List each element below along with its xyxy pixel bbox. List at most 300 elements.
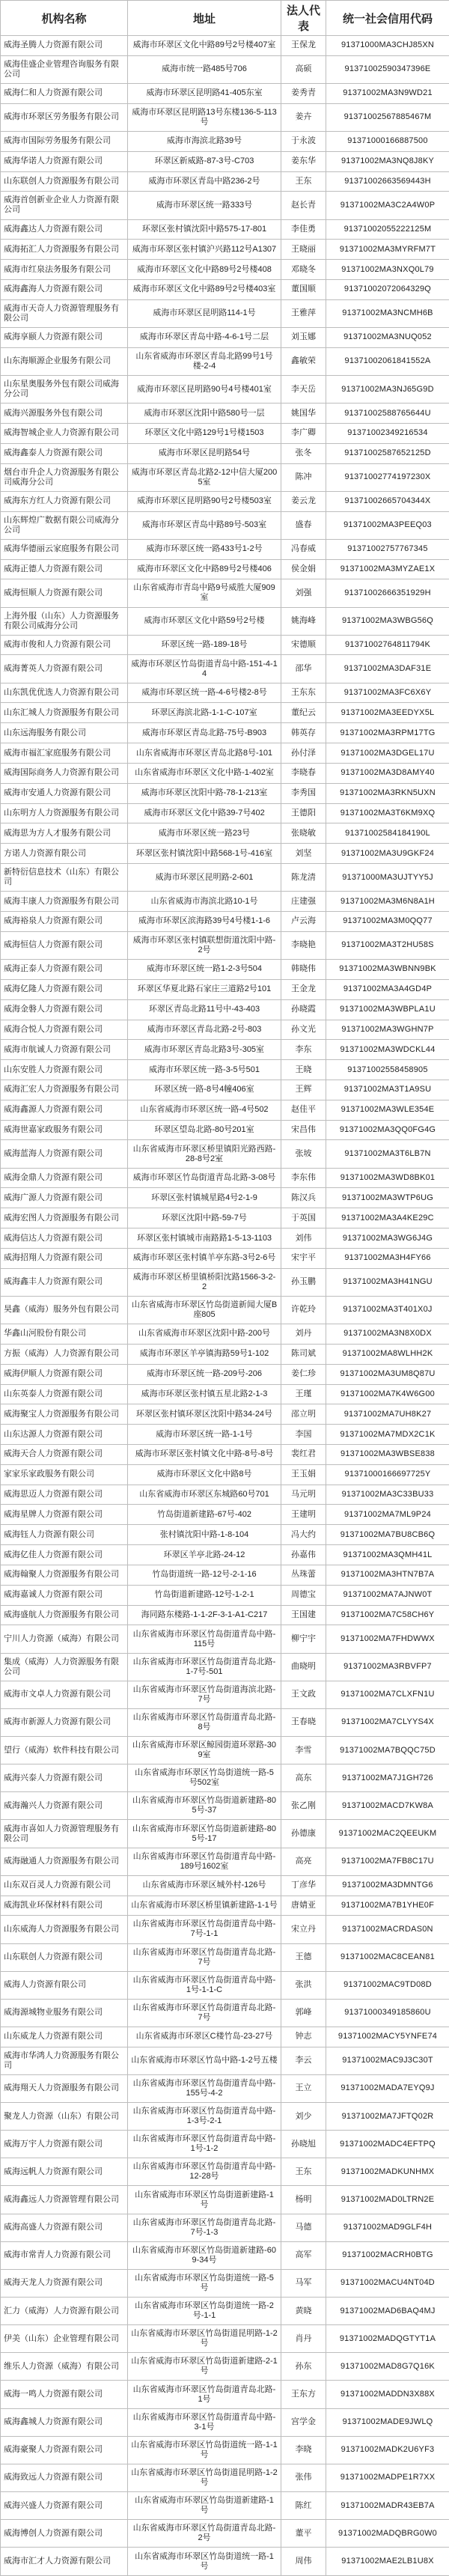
address-cell: 山东省威海市环翠区竹岛街道新闻大厦B座805 xyxy=(128,1296,281,1324)
address-cell: 山东省威海市环翠区桥里镇新建路-1-1号 xyxy=(128,1896,281,1916)
table-row xyxy=(1,1208,449,1228)
table-row xyxy=(1,1120,449,1140)
table-row xyxy=(1,763,449,783)
credit-code-cell: 91371002MA3NJ65G9D xyxy=(326,375,449,403)
table-row xyxy=(1,1848,449,1875)
table-row xyxy=(1,559,449,579)
table-row xyxy=(1,1248,449,1268)
address-cell: 威海市环翠区青岛北路-2号-803 xyxy=(128,1020,281,1040)
address-cell: 威海市环翠区青岛北路-75号-B903 xyxy=(128,723,281,743)
table-row xyxy=(1,1565,449,1585)
address-cell: 山东省威海市青岛中路9号威胜大厦909室 xyxy=(128,579,281,607)
address-cell: 威海市环翠区张村镇羊亭东路-3号2-6号 xyxy=(128,1248,281,1268)
address-cell: 威海市环翠区统一路333号 xyxy=(128,192,281,219)
legal-rep-cell: 许乾玲 xyxy=(281,1296,326,1324)
org-name-cell: 威海圣腾人力资源有限公司 xyxy=(1,36,128,56)
credit-code-cell: 91371002MA7CLYYS4X xyxy=(326,1708,449,1736)
org-name-cell: 威海佳盛企业管理咨询服务有限公司 xyxy=(1,55,128,83)
address-cell: 环翠区望岛北路-80号201室 xyxy=(128,1120,281,1140)
credit-code-cell: 91371002MACY5YNFE74 xyxy=(326,2027,449,2047)
address-cell: 山东省威海市环翠区竹岛街道青岛北路-1号 xyxy=(128,2381,281,2408)
table-row xyxy=(1,1585,449,1605)
org-name-cell: 威海恒信人力资源有限公司 xyxy=(1,931,128,959)
credit-code-cell: 91371002MADQGTYT1A xyxy=(326,2325,449,2353)
org-name-cell: 威海市红泉法务服务有限公司 xyxy=(1,260,128,280)
org-name-cell: 威海高盛人力资源有限公司 xyxy=(1,2214,128,2241)
table-row xyxy=(1,1545,449,1565)
org-name-cell: 山东辉煌广数据有限公司威海分公司 xyxy=(1,511,128,539)
legal-rep-cell: 王文政 xyxy=(281,1681,326,1708)
org-name-cell: 威海恒顺人力资源有限公司 xyxy=(1,579,128,607)
address-cell: 山东省威海市环翠区竹岛街道统一路-1号 xyxy=(128,2548,281,2576)
table-row xyxy=(1,1625,449,1653)
org-name-cell: 威海市华鸿人力资源服务有限公司 xyxy=(1,2047,128,2074)
org-name-cell: 威海嘉诚人力资源有限公司 xyxy=(1,1585,128,1605)
credit-code-cell: 91371002MA7BQQC75D xyxy=(326,1737,449,1764)
legal-rep-cell: 孙东 xyxy=(281,2353,326,2381)
table-row xyxy=(1,635,449,655)
legal-rep-cell: 王春晓 xyxy=(281,1708,326,1736)
org-name-cell: 威海市俊和人力资源有限公司 xyxy=(1,635,128,655)
org-name-cell: 威海鑫丰人力资源有限公司 xyxy=(1,1268,128,1296)
legal-rep-cell: 刘丹 xyxy=(281,1324,326,1345)
org-name-cell: 威海豪聚人力资源有限公司 xyxy=(1,2436,128,2464)
address-cell: 威海市环翠区羊亭镇海路59号1-102 xyxy=(128,1344,281,1364)
org-name-cell: 威海天龙人力资源有限公司 xyxy=(1,2269,128,2297)
table-row xyxy=(1,131,449,151)
org-name-cell: 宁川人力资源（威海）有限公司 xyxy=(1,1625,128,1653)
credit-code-cell: 91371002MA3T6KM9XQ xyxy=(326,803,449,823)
org-name-cell: 威海华德丽云家庭服务有限公司 xyxy=(1,539,128,559)
org-name-cell: 威海汇宏人力资源服务有限公司 xyxy=(1,1080,128,1100)
table-row xyxy=(1,103,449,131)
table-row xyxy=(1,892,449,912)
credit-code-cell: 91371002588765644U xyxy=(326,404,449,424)
org-name-cell: 上海外服（山东）人力资源服务有限公司威海分公司 xyxy=(1,607,128,635)
address-cell: 环翠区新威路-87-3号-C703 xyxy=(128,151,281,171)
table-row xyxy=(1,328,449,348)
legal-rep-cell: 李晓春 xyxy=(281,763,326,783)
org-name-cell: 山东威海人力资源服务有限公司 xyxy=(1,1916,128,1943)
org-name-cell: 威海翰聚人力资源服务有限公司 xyxy=(1,1565,128,1585)
address-cell: 威海市环翠区昆明路90号4号楼401室 xyxy=(128,375,281,403)
legal-rep-cell: 赵长青 xyxy=(281,192,326,219)
table-row xyxy=(1,1404,449,1425)
legal-rep-cell: 王雅萍 xyxy=(281,299,326,327)
legal-rep-cell: 王晓丽 xyxy=(281,240,326,260)
table-row xyxy=(1,2241,449,2269)
credit-code-cell: 91371002MA3U9GKF24 xyxy=(326,844,449,864)
legal-rep-cell: 宫学金 xyxy=(281,2408,326,2436)
org-name-cell: 山东安胜人力资源有限公司 xyxy=(1,1060,128,1080)
table-row xyxy=(1,375,449,403)
legal-rep-cell: 李佳勇 xyxy=(281,219,326,240)
address-cell: 威海市环翠区文化中路89号2号楼403室 xyxy=(128,280,281,300)
legal-rep-cell: 钟志 xyxy=(281,2027,326,2047)
org-name-cell: 威海智城企业人力资源有限公司 xyxy=(1,423,128,443)
address-cell: 威海市环翠区文化中路89号2号楼407室 xyxy=(128,36,281,56)
header-row xyxy=(1,1,449,36)
legal-rep-cell: 柳宁宇 xyxy=(281,1625,326,1653)
table-row xyxy=(1,683,449,703)
legal-rep-cell: 姜东华 xyxy=(281,151,326,171)
org-name-cell: 威海兴泰人力资源有限公司 xyxy=(1,1764,128,1792)
credit-code-cell: 91371002MA3N8X0DX xyxy=(326,1324,449,1345)
table-row xyxy=(1,1364,449,1384)
legal-rep-cell: 张晓敏 xyxy=(281,823,326,844)
credit-code-cell: 91371000MA3CHJ85XN xyxy=(326,36,449,56)
legal-rep-cell: 李天岳 xyxy=(281,375,326,403)
table-row xyxy=(1,83,449,103)
org-name-cell: 威海裕泉人力资源有限公司 xyxy=(1,912,128,932)
address-cell: 山东省威海市环翠区竹岛街道青岛中路-1-3号-2-1 xyxy=(128,2103,281,2131)
legal-rep-cell: 高东 xyxy=(281,1764,326,1792)
org-name-cell: 威海万宇人力资源有限公司 xyxy=(1,2131,128,2158)
table-row xyxy=(1,1445,449,1465)
table-row xyxy=(1,723,449,743)
legal-rep-cell: 刘伟 xyxy=(281,1228,326,1249)
org-name-cell: 威海鑫城人力资源有限公司 xyxy=(1,2408,128,2436)
table-row xyxy=(1,607,449,635)
org-name-cell: 山东威龙人力资源有限公司 xyxy=(1,2027,128,2047)
address-cell: 环翠区海滨北路-1-1-C-107室 xyxy=(128,703,281,723)
table-row xyxy=(1,2158,449,2186)
address-cell: 威海市环翠区统一路1-2-3号504 xyxy=(128,960,281,980)
table-row xyxy=(1,2381,449,2408)
org-name-cell: 威海正德人力资源有限公司 xyxy=(1,559,128,579)
table-row xyxy=(1,1324,449,1345)
table-row xyxy=(1,1384,449,1404)
credit-code-cell: 91371000166887500 xyxy=(326,131,449,151)
credit-code-cell: 91371002MA3D8AMY40 xyxy=(326,763,449,783)
legal-rep-cell: 周德宝 xyxy=(281,1585,326,1605)
org-name-cell: 山东英泰人力资源有限公司 xyxy=(1,1384,128,1404)
legal-rep-cell: 陈红 xyxy=(281,2492,326,2520)
credit-code-cell: 91371002MADDN3X88X xyxy=(326,2381,449,2408)
credit-code-cell: 91371002MA3RPM17TG xyxy=(326,723,449,743)
legal-rep-cell: 陈司斌 xyxy=(281,1344,326,1364)
org-name-cell: 方诺人力资源有限公司 xyxy=(1,844,128,864)
address-cell: 威海市环翠区统一路-209号-206 xyxy=(128,1364,281,1384)
address-cell: 环翠区张村镇城市南路路1-5-13-1103 xyxy=(128,1228,281,1249)
credit-code-cell: 91371002MA3FC6X6Y xyxy=(326,683,449,703)
address-cell: 威海市环翠区昆明路41-405东室 xyxy=(128,83,281,103)
credit-code-cell: 91371002MADKUNHMX xyxy=(326,2158,449,2186)
credit-code-cell: 91371002MA7ML9P24 xyxy=(326,1505,449,1525)
legal-rep-cell: 王金龙 xyxy=(281,979,326,999)
address-cell: 威海市环翠区统一路23号 xyxy=(128,823,281,844)
table-row xyxy=(1,2074,449,2102)
table-row xyxy=(1,2520,449,2548)
org-name-cell: 威海首创新业企业人力资源有限公司 xyxy=(1,192,128,219)
org-name-cell: 山东凯优优选人力资源有限公司 xyxy=(1,683,128,703)
credit-code-cell: 91371002MA3RKN5UXN xyxy=(326,783,449,803)
column-header-rep: 法人代表 xyxy=(281,1,326,36)
org-name-cell: 昊鑫（威海）服务外包有限公司 xyxy=(1,1296,128,1324)
address-cell: 山东省威海市环翠区竹岛街道昆明路-1-2号 xyxy=(128,2464,281,2491)
credit-code-cell: 91371002MA7FB8C17U xyxy=(326,1848,449,1875)
table-row xyxy=(1,743,449,764)
credit-code-cell: 91371002MA3WBPLA1U xyxy=(326,999,449,1020)
org-name-cell: 伊美（山东）企业管理有限公司 xyxy=(1,2325,128,2353)
org-name-cell: 威海鑫源人力资源有限公司 xyxy=(1,1100,128,1120)
table-row xyxy=(1,1268,449,1296)
credit-code-cell: 91371002MA3N9WD21 xyxy=(326,83,449,103)
legal-rep-cell: 王东 xyxy=(281,2158,326,2186)
legal-rep-cell: 李雪 xyxy=(281,1737,326,1764)
legal-rep-cell: 董国顺 xyxy=(281,280,326,300)
table-row xyxy=(1,347,449,375)
table-row xyxy=(1,1168,449,1188)
org-name-cell: 威海鑫泰人力资源有限公司 xyxy=(1,443,128,463)
address-cell: 威海市环翠区桥里镇桥阳沈路1566-3-2-2 xyxy=(128,1268,281,1296)
credit-code-cell: 91371002MA3WBG56Q xyxy=(326,607,449,635)
credit-code-cell: 91371000MA3UJTYY5J xyxy=(326,864,449,892)
address-cell: 竹岛街道新建路-12号-1-2-1 xyxy=(128,1585,281,1605)
table-row xyxy=(1,55,449,83)
org-name-cell: 山东双百灵人力资源有限公司 xyxy=(1,1875,128,1896)
org-name-cell: 威海世嘉家政服务有限公司 xyxy=(1,1120,128,1140)
table-row xyxy=(1,2027,449,2047)
table-row xyxy=(1,443,449,463)
address-cell: 山东省威海市环翠区竹岛街道青岛中路-1号-1-2 xyxy=(128,2131,281,2158)
address-cell: 环翠区统一路-8号4幢406室 xyxy=(128,1080,281,1100)
credit-code-cell: 91371002MA3RBVFP7 xyxy=(326,1653,449,1681)
org-name-cell: 威海人力资源有限公司 xyxy=(1,1971,128,1999)
legal-rep-cell: 于英国 xyxy=(281,1208,326,1228)
address-cell: 山东省威海市环翠区东城路60号701 xyxy=(128,1485,281,1505)
org-name-cell: 威海瀚兴人力资源有限公司 xyxy=(1,1792,128,1820)
address-cell: 环翠区青岛北路11号中-43-403 xyxy=(128,999,281,1020)
credit-code-cell: 91371002MA3NUQ052 xyxy=(326,328,449,348)
org-name-cell: 威海市航诚人力资源有限公司 xyxy=(1,1040,128,1060)
address-cell: 山东省威海市海滨北路10-1号 xyxy=(128,892,281,912)
column-header-code: 统一社会信用代码 xyxy=(326,1,449,36)
address-cell: 山东省威海市环翠区竹岛街道青岛北路-7号 xyxy=(128,1999,281,2027)
credit-code-cell: 91371002MA7MDX2C1K xyxy=(326,1425,449,1445)
org-name-cell: 威海丰康人力资源服务有限公司 xyxy=(1,892,128,912)
table-row xyxy=(1,579,449,607)
org-name-cell: 威海凯业环保材料有限公司 xyxy=(1,1896,128,1916)
address-cell: 山东省威海市环翠区统一路-4号502 xyxy=(128,1100,281,1120)
credit-code-cell: 91371002MA3DGEL17U xyxy=(326,743,449,764)
table-row xyxy=(1,783,449,803)
address-cell: 威海市环翠区沈阳中路580号一层 xyxy=(128,404,281,424)
address-cell: 山东省威海市环翠区竹岛街道统一路-5号502室 xyxy=(128,1764,281,1792)
table-row xyxy=(1,2492,449,2520)
address-cell: 山东省威海市环翠区竹岛街道新建路-805号-37 xyxy=(128,1792,281,1820)
legal-rep-cell: 孙德康 xyxy=(281,1820,326,1848)
org-name-cell: 威海市常青人力资源有限公司 xyxy=(1,2241,128,2269)
legal-rep-cell: 陈龙清 xyxy=(281,864,326,892)
credit-code-cell: 91371002MA3UM8Q87U xyxy=(326,1364,449,1384)
legal-rep-cell: 陈汉兵 xyxy=(281,1188,326,1208)
table-row xyxy=(1,1971,449,1999)
org-name-cell: 威海致远人力资源有限公司 xyxy=(1,2464,128,2491)
legal-rep-cell: 王建明 xyxy=(281,1505,326,1525)
legal-rep-cell: 姜卉 xyxy=(281,103,326,131)
address-cell: 威海市环翠区昆明路114-1号 xyxy=(128,299,281,327)
legal-rep-cell: 周伟 xyxy=(281,2548,326,2576)
credit-code-cell: 91371002MA7K4W6G00 xyxy=(326,1384,449,1404)
address-cell: 山东省威海市环翠区竹岛街道统一路-5号 xyxy=(128,2269,281,2297)
address-cell: 山东省威海市环翠区竹岛街道统一路-1-1号 xyxy=(128,2436,281,2464)
org-name-cell: 烟台市升企人力资源服务有限公司威海分公司 xyxy=(1,463,128,491)
legal-rep-cell: 冯春威 xyxy=(281,539,326,559)
table-row xyxy=(1,511,449,539)
org-name-cell: 威海菁英人力资源有限公司 xyxy=(1,655,128,683)
address-cell: 山东省威海市环翠区竹岛街道昆明路-1-2号 xyxy=(128,2325,281,2353)
org-name-cell: 威海市新源人力资源有限公司 xyxy=(1,1708,128,1736)
credit-code-cell: 91371002MA3PEEQ03 xyxy=(326,511,449,539)
legal-rep-cell: 侯金娟 xyxy=(281,559,326,579)
credit-code-cell: 91371002072064329Q xyxy=(326,280,449,300)
legal-rep-cell: 董纪云 xyxy=(281,703,326,723)
org-name-cell: 威海广源人力资源有限公司 xyxy=(1,1188,128,1208)
credit-code-cell: 91371002MA3NXQ0L79 xyxy=(326,260,449,280)
legal-rep-cell: 李晓 xyxy=(281,2436,326,2464)
address-cell: 山东省威海市环翠区C楼竹岛-23-27号 xyxy=(128,2027,281,2047)
org-name-cell: 威海博创人力资源有限公司 xyxy=(1,2520,128,2548)
table-row xyxy=(1,280,449,300)
credit-code-cell: 91371002MA3WG6J4G xyxy=(326,1228,449,1249)
address-cell: 山东省威海市环翠区竹岛街道海滨北路-7号 xyxy=(128,1681,281,1708)
credit-code-cell: 91371002MA3MYZAE1X xyxy=(326,559,449,579)
address-cell: 山东省威海市环翠区竹岛街道新建路-1号 xyxy=(128,2186,281,2214)
table-row xyxy=(1,1040,449,1060)
address-cell: 威海市环翠区竹岛街道青岛中路-151-4-14 xyxy=(128,655,281,683)
table-row xyxy=(1,1464,449,1485)
legal-rep-cell: 王德阳 xyxy=(281,803,326,823)
org-name-cell: 威海市福汇家庭服务有限公司 xyxy=(1,743,128,764)
address-cell: 山东省威海市环翠区竹岛中路-1-2号五楼 xyxy=(128,2047,281,2074)
org-name-cell: 威海市汇才人力资源有限公司 xyxy=(1,2548,128,2576)
table-row xyxy=(1,1296,449,1324)
org-name-cell: 山东联创人力资源服务有限公司 xyxy=(1,171,128,192)
org-name-cell: 望行（威海）软件科技有限公司 xyxy=(1,1737,128,1764)
table-row xyxy=(1,240,449,260)
table-row xyxy=(1,1708,449,1736)
credit-code-cell: 91371002MACRH0BTG xyxy=(326,2241,449,2269)
address-cell: 威海市环翠区张村镇沪兴路112号A1307 xyxy=(128,240,281,260)
table-header xyxy=(1,1,449,36)
address-cell: 山东省威海市环翠区竹岛街道青岛北路-7号 xyxy=(128,1943,281,1971)
legal-rep-cell: 王立 xyxy=(281,2074,326,2102)
address-cell: 山东省威海市环翠区竹岛街道青岛北路-2号 xyxy=(128,2520,281,2548)
address-cell: 山东省威海市环翠区竹岛街道新建路-609-34号 xyxy=(128,2241,281,2269)
table-row xyxy=(1,2298,449,2325)
org-name-cell: 威海鑫远人力资源管理有限公司 xyxy=(1,2186,128,2214)
org-name-cell: 威海鑫海人力资源有限公司 xyxy=(1,280,128,300)
credit-code-cell: 91371002MA7CLXFN1U xyxy=(326,1681,449,1708)
credit-code-cell: 91371002MA3M6N8A1H xyxy=(326,892,449,912)
credit-code-cell: 91371002MA3C2A4W0P xyxy=(326,192,449,219)
table-row xyxy=(1,171,449,192)
legal-rep-cell: 高亮 xyxy=(281,1848,326,1875)
org-name-cell: 威海星牌人力资源有限公司 xyxy=(1,1505,128,1525)
address-cell: 威海市环翠区昆明路-2-601 xyxy=(128,864,281,892)
address-cell: 环翠区张村镇环翠区沈阳中路34-24号 xyxy=(128,1404,281,1425)
credit-code-cell: 91371002MACD7KW8A xyxy=(326,1792,449,1820)
org-name-cell: 威海东方红人力资源有限公司 xyxy=(1,491,128,511)
table-row xyxy=(1,1875,449,1896)
credit-code-cell: 91371002MADQBRG0W0 xyxy=(326,2520,449,2548)
org-name-cell: 威海融通人力资源服务有限公司 xyxy=(1,1848,128,1875)
address-cell: 环翠区沈阳中路-59-7号 xyxy=(128,1208,281,1228)
credit-code-cell: 91371002757767345 xyxy=(326,539,449,559)
credit-code-cell: 91371002MA3H41NGU xyxy=(326,1268,449,1296)
org-name-cell: 威海兴源服务外包有限公司 xyxy=(1,404,128,424)
address-cell: 山东省威海市环翠区竹岛街道青岛中路-1号-1-1-C xyxy=(128,1971,281,1999)
org-name-cell: 威海一鸣人力资源有限公司 xyxy=(1,2381,128,2408)
org-name-cell: 威海合悦人力资源有限公司 xyxy=(1,1020,128,1040)
org-name-cell: 山东明方人力资源服务有限公司 xyxy=(1,803,128,823)
credit-code-cell: 91371002MA3MYRFM7T xyxy=(326,240,449,260)
address-cell: 威海市环翠区张村镇文化中路-8号-8号 xyxy=(128,1445,281,1465)
table-row xyxy=(1,1820,449,1848)
legal-rep-cell: 陈冲 xyxy=(281,463,326,491)
legal-rep-cell: 张伟 xyxy=(281,2464,326,2491)
address-cell: 威海市环翠区张村镇联想街道沈阳中路-2号 xyxy=(128,931,281,959)
org-name-cell: 威海正泰人力资源有限公司 xyxy=(1,960,128,980)
credit-code-cell: 91371002MA3WTP6UG xyxy=(326,1188,449,1208)
address-cell: 山东省威海市环翠区竹岛街道新建路-2-1号 xyxy=(128,2353,281,2381)
address-cell: 山东省威海市环翠区桥里镇阳光路西路-28-8号2室 xyxy=(128,1140,281,1168)
org-name-cell: 山东星奥服务外包有限公司威海分公司 xyxy=(1,375,128,403)
credit-code-cell: 91371000166697725Y xyxy=(326,1464,449,1485)
address-cell: 山东省威海市环翠区竹岛街道青岛北路-1-7号-501 xyxy=(128,1653,281,1681)
credit-code-cell: 91371002MA3T401X0J xyxy=(326,1296,449,1324)
table-row xyxy=(1,999,449,1020)
table-row xyxy=(1,1100,449,1120)
credit-code-cell: 91371002MA3WBSE838 xyxy=(326,1445,449,1465)
address-cell: 山东省威海市环翠区竹岛街道青岛中路-3-1号 xyxy=(128,2408,281,2436)
org-name-cell: 威海天合人力资源有限公司 xyxy=(1,1445,128,1465)
address-cell: 威海市环翠区文化中路89号2号楼408 xyxy=(128,260,281,280)
table-row xyxy=(1,2186,449,2214)
address-cell: 环翠区华夏北路石家庄三道路2号101 xyxy=(128,979,281,999)
legal-rep-cell: 王东 xyxy=(281,171,326,192)
org-name-cell: 威海鑫达人力资源有限公司 xyxy=(1,219,128,240)
table-row xyxy=(1,2548,449,2576)
credit-code-cell: 91371002MA7FHDWWX xyxy=(326,1625,449,1653)
address-cell: 山东省威海市环翠区鲸园街道环翠路-309室 xyxy=(128,1737,281,1764)
org-name-cell: 聚龙人力资源（山东）有限公司 xyxy=(1,2103,128,2131)
legal-rep-cell: 郭峰 xyxy=(281,1999,326,2027)
legal-rep-cell: 李晓艳 xyxy=(281,931,326,959)
org-name-cell: 威海翔天人力资源服务有限公司 xyxy=(1,2074,128,2102)
address-cell: 竹岛街道新建路-67号-402 xyxy=(128,1505,281,1525)
table-body xyxy=(1,36,449,2576)
legal-rep-cell: 王瑾 xyxy=(281,1384,326,1404)
credit-code-cell: 91371002MAD9GLF4H xyxy=(326,2214,449,2241)
legal-rep-cell: 李秀国 xyxy=(281,783,326,803)
table-row xyxy=(1,960,449,980)
credit-code-cell: 91371002MA3EEDYX5L xyxy=(326,703,449,723)
legal-rep-cell: 黄晓 xyxy=(281,2298,326,2325)
org-name-cell: 威海亿隆人力资源有限公司 xyxy=(1,979,128,999)
credit-code-cell: 91371002MA3WDCKL44 xyxy=(326,1040,449,1060)
table-row xyxy=(1,1228,449,1249)
credit-code-cell: 91371002764811794K xyxy=(326,635,449,655)
column-header-name: 机构名称 xyxy=(1,1,128,36)
credit-code-cell: 91371000349185860U xyxy=(326,1999,449,2027)
credit-code-cell: 91371002MA3T6LB7N xyxy=(326,1140,449,1168)
credit-code-cell: 91371002MACRDAS0N xyxy=(326,1916,449,1943)
address-cell: 威海市环翠区竹岛街道青岛北路-3-08号 xyxy=(128,1168,281,1188)
legal-rep-cell: 李东伟 xyxy=(281,1168,326,1188)
table-row xyxy=(1,823,449,844)
